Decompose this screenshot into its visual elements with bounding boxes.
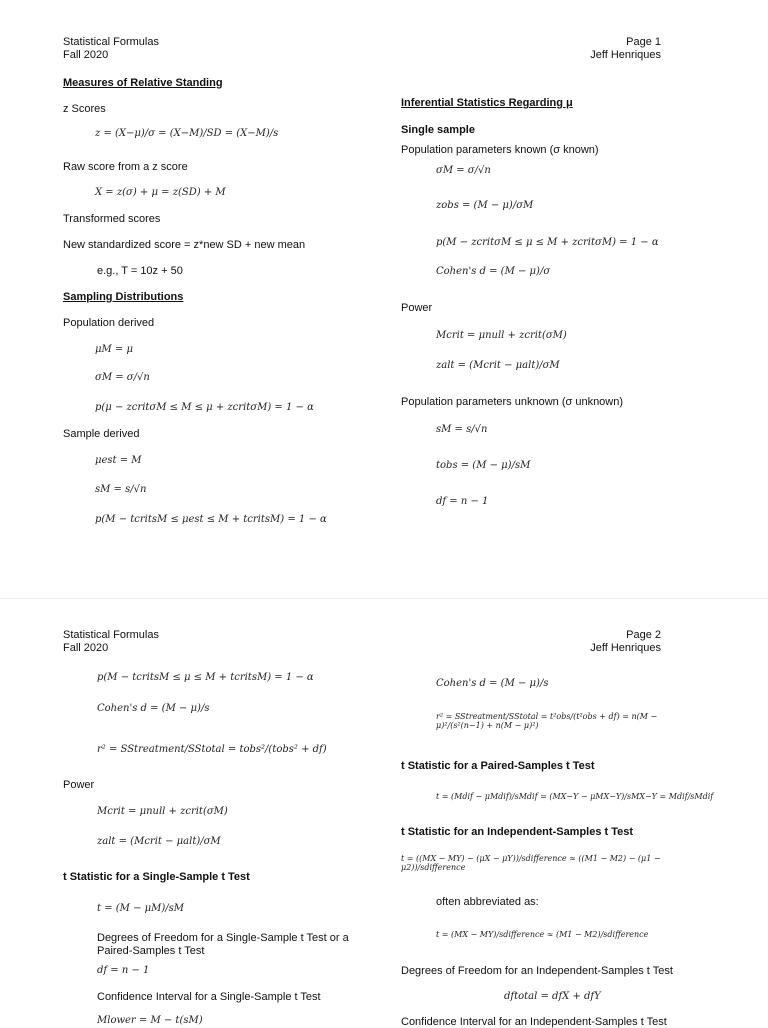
example-t-score: e.g., T = 10z + 50 bbox=[97, 265, 183, 277]
eq-prob-pop: p(μ − zcritσM ≤ M ≤ μ + zcritσM) = 1 − α bbox=[95, 402, 314, 413]
label-df-independent: Degrees of Freedom for an Independent-Samples t Test bbox=[401, 965, 673, 977]
label-single-sample: Single sample bbox=[401, 124, 475, 136]
eq-m-crit-2: Mcrit = μnull + zcrit(σM) bbox=[97, 806, 228, 817]
eq-prob-z: p(M − zcritσM ≤ μ ≤ M + zcritσM) = 1 − α bbox=[436, 237, 659, 248]
heading-paired-t: t Statistic for a Paired-Samples t Test bbox=[401, 760, 595, 772]
eq-m-crit: Mcrit = μnull + zcrit(σM) bbox=[436, 330, 567, 341]
author: Jeff Henriques bbox=[590, 49, 661, 61]
page-divider bbox=[0, 598, 768, 599]
eq-ci-single: Mlower = M − t(sM) bbox=[97, 1015, 203, 1026]
label-transformed: Transformed scores bbox=[63, 213, 161, 225]
eq-t-obs: tobs = (M − μ)/sM bbox=[436, 460, 531, 471]
eq-z-score: z = (X−μ)/σ = (X−M)/SD = (X−M)/s bbox=[95, 128, 279, 139]
eq-z-alt-2: zalt = (Mcrit − μalt)/σM bbox=[97, 836, 221, 847]
doc-title: Statistical Formulas bbox=[63, 629, 159, 641]
eq-sigma-m: σM = σ/√n bbox=[95, 372, 150, 383]
eq-r-squared-right: r² = SStreatment/SStotal = t²obs/(t²obs + df) = n(M − μ)²/(s²(n−1) + n(M − μ)²) bbox=[436, 712, 658, 730]
eq-df: df = n − 1 bbox=[436, 496, 489, 507]
heading-independent-t: t Statistic for an Independent-Samples t Test bbox=[401, 826, 634, 838]
page1-header-right bbox=[590, 36, 661, 62]
label-ci-independent: Confidence Interval for an Independent-Samples t Test bbox=[401, 1016, 667, 1028]
author: Jeff Henriques bbox=[590, 642, 661, 654]
label-new-standardized: New standardized score = z*new SD + new mean bbox=[63, 239, 306, 251]
heading-inferential: Inferential Statistics Regarding μ bbox=[401, 97, 573, 109]
eq-raw-score: X = z(σ) + μ = z(SD) + M bbox=[95, 187, 226, 198]
label-z-scores: z Scores bbox=[63, 103, 106, 115]
eq-df-total: dftotal = dfX + dfY bbox=[504, 991, 601, 1002]
eq-prob-t: p(M − tcritsM ≤ μ ≤ M + tcritsM) = 1 − α bbox=[97, 672, 314, 683]
eq-t-abbreviated: t = (MX − MY)/sdifference ≈ (M1 − M2)/sdifference bbox=[436, 930, 649, 939]
page2-header-right bbox=[590, 629, 661, 655]
eq-z-obs: zobs = (M − μ)/σM bbox=[436, 200, 534, 211]
heading-single-sample-t: t Statistic for a Single-Sample t Test bbox=[63, 871, 250, 883]
label-pop-unknown: Population parameters unknown (σ unknown) bbox=[401, 396, 624, 408]
label-df-single: Degrees of Freedom for a Single-Sample t Test or a Paired-Samples t Test bbox=[97, 932, 349, 957]
term: Fall 2020 bbox=[63, 49, 109, 61]
eq-r-squared: r² = SStreatment/SStotal = tobs²/(tobs² + df) bbox=[97, 744, 327, 755]
page-number: Page 1 bbox=[626, 36, 661, 48]
label-population-derived: Population derived bbox=[63, 317, 155, 329]
label-power: Power bbox=[401, 302, 433, 314]
eq-t-paired: t = (Mdif − μMdif)/sMdif = (MX−Y − μMX−Y)/sMX−Y = Mdif/sMdif bbox=[436, 792, 714, 801]
eq-cohens-d-s: Cohen's d = (M − μ)/s bbox=[97, 703, 210, 714]
heading-relative-standing: Measures of Relative Standing bbox=[63, 77, 223, 89]
eq-t-independent: t = ((MX − MY) − (μX − μY))/sdifference ≈ ((M1 − M2) − (μ1 − μ2))/sdifference bbox=[401, 854, 661, 872]
eq-t-single: t = (M − μM)/sM bbox=[97, 903, 185, 914]
eq-sigma-m-right: σM = σ/√n bbox=[436, 165, 491, 176]
label-ci-single: Confidence Interval for a Single-Sample t Test bbox=[97, 991, 321, 1003]
eq-s-m-right: sM = s/√n bbox=[436, 424, 488, 435]
heading-sampling-distributions: Sampling Distributions bbox=[63, 291, 184, 303]
page2-header-left bbox=[63, 629, 159, 655]
page1-header-left bbox=[63, 36, 159, 62]
doc-title: Statistical Formulas bbox=[63, 36, 159, 48]
label-pop-known: Population parameters known (σ known) bbox=[401, 144, 599, 156]
eq-df-single: df = n − 1 bbox=[97, 965, 150, 976]
label-often-abbreviated: often abbreviated as: bbox=[436, 896, 539, 908]
eq-cohens-d-right: Cohen's d = (M − μ)/s bbox=[436, 678, 549, 689]
eq-cohens-d: Cohen's d = (M − μ)/σ bbox=[436, 266, 551, 277]
eq-s-m: sM = s/√n bbox=[95, 484, 147, 495]
page-number: Page 2 bbox=[626, 629, 661, 641]
eq-z-alt: zalt = (Mcrit − μalt)/σM bbox=[436, 360, 560, 371]
label-power-2: Power bbox=[63, 779, 95, 791]
eq-mu-m: μM = μ bbox=[95, 344, 133, 355]
eq-mu-est: μest = M bbox=[95, 455, 142, 466]
label-sample-derived: Sample derived bbox=[63, 428, 140, 440]
eq-prob-sample: p(M − tcritsM ≤ μest ≤ M + tcritsM) = 1 − α bbox=[95, 514, 327, 525]
term: Fall 2020 bbox=[63, 642, 109, 654]
label-raw-from-z: Raw score from a z score bbox=[63, 161, 188, 173]
